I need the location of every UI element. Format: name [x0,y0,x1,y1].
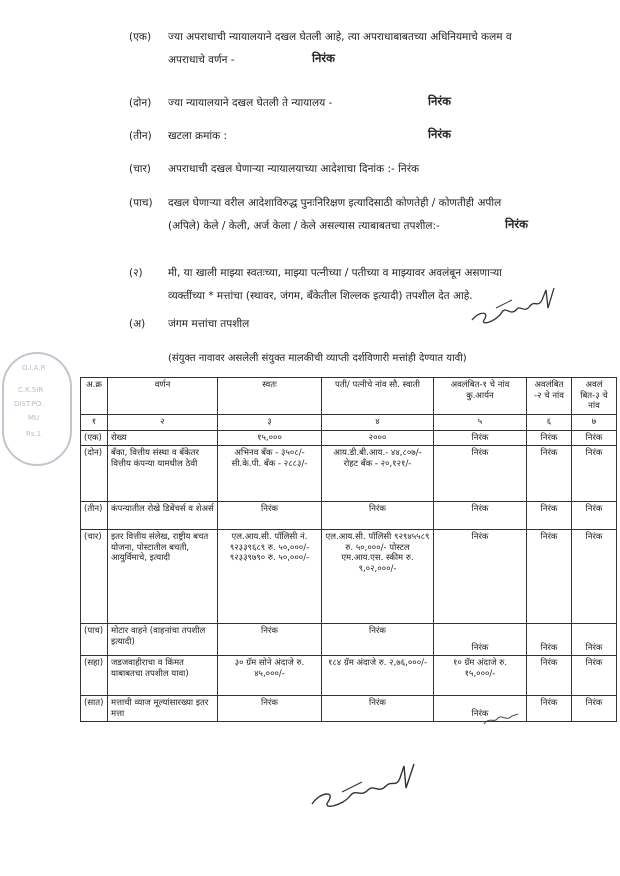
para-2-num: (दोन) [129,97,152,109]
section-2-num: (२) [129,267,143,279]
row-dependent-2: निरंक [527,656,572,696]
row-number: (चार) [81,530,108,624]
row-spouse: आय.डी.बी.आय.- ४४,८०७/- रोहट बँक - २०,१२१/- [322,446,434,502]
row-number: (सात) [81,696,108,722]
row-dependent-3: निरंक [572,502,617,530]
para-5-text-2: (अपिले) केले / केली, अर्ज केला / केले असल्यास त्याबाबतचा तपशील:- [168,220,440,232]
row-dependent-3: निरंक [572,430,617,446]
index-cell: ५ [434,414,527,430]
header-description: वर्णन [108,378,218,415]
row-dependent-1: निरंक [434,430,527,446]
row-description: मोटार वाहने (वाहनांचा तपशील इत्यादी) [108,624,218,656]
rubber-stamp [2,352,72,466]
row-dependent-3: निरंक [572,446,617,502]
section-a-num: (अ) [129,318,146,330]
section-a-title: जंगम मत्तांचा तपशील [168,318,250,330]
para-2-text: ज्या न्यायालयाने दखल घेतली ते न्यायालय - [168,97,333,109]
para-2-value: निरंक [428,94,451,108]
section-2-text: मी, या खाली माझ्या स्वतःच्या, माझ्या पत्नीच्या / पतीच्या व माझ्यावर अवलंबून असणाऱ्या [168,267,502,279]
table-row [81,656,617,696]
row-number: (दोन) [81,446,108,502]
index-cell: ४ [322,414,434,430]
para-5-value: निरंक [505,217,528,231]
para-1-text-2: अपराधाचे वर्णन - [168,54,235,66]
row-dependent-3: निरंक [572,624,617,656]
para-4-text: अपराधाची दखल घेणाऱ्या न्यायालयाच्या आदेशाचा दिनांक :- निरंक [168,163,420,175]
row-dependent-2: निरंक [527,446,572,502]
index-cell: ६ [527,414,572,430]
row-dependent-2: निरंक [527,624,572,656]
para-1-num: (एक) [129,31,152,43]
header-dependent-3: अवलं बित-३ चे नांव [572,378,617,415]
row-number: (सहा) [81,656,108,696]
table-row [81,624,617,656]
row-description: रोख्य [108,430,218,446]
row-spouse: निरंक [322,696,434,722]
signature-upper [468,282,560,330]
row-dependent-2: निरंक [527,502,572,530]
table-row [81,530,617,624]
row-dependent-3: निरंक [572,656,617,696]
row-dependent-2: निरंक [527,530,572,624]
table-row [81,502,617,530]
row-description: बँका, वित्तीय संस्था व बँकेतर वित्तीय कंपन्या यामधील ठेवी [108,446,218,502]
movable-assets-table [80,377,617,722]
row-number: (एक) [81,430,108,446]
row-description: इतर वित्तीय संलेख, राष्ट्रीय बचत योजना, पोस्टातील बचती, आयुर्विमाचे, इत्यादी [108,530,218,624]
signature-lower [306,758,424,814]
index-cell: ३ [218,414,322,430]
stamp-text-3: DIST.PO. [14,400,44,408]
table-row [81,696,617,722]
row-number: (तीन) [81,502,108,530]
row-dependent-2: निरंक [527,696,572,722]
header-self: स्वतः [218,378,322,415]
row-spouse: १८४ ग्रॅम अंदाजे रु. २,७६,०००/- [322,656,434,696]
stamp-text-4: MU [28,414,40,422]
row-self: एल.आय.सी. पॉलिसी नं. ९२३३९६८९ रु. ५०,०००/- ९२३३९७९० रु. ५०,०००/- [218,530,322,624]
row-self: निरंक [218,696,322,722]
row-description: कंपन्यातील रोखे डिबेंचर्स व शेअर्स [108,502,218,530]
para-1-text: ज्या अपराधाची न्यायालयाने दखल घेतली आहे, त्या अपराधाबाबतच्या अधिनियमाचे कलम व [168,31,512,43]
row-spouse: निरंक [322,624,434,656]
note-text: (संयुक्त नावावर असलेली संयुक्त मालकीची व्याप्ती दर्शविणारी मत्तांही देण्यात यावी) [168,353,467,364]
header-dependent-2: अवलंबित -२ चे नांव [527,378,572,415]
row-dependent-1: १० ग्रॅम अंदाजे रु. १५,०००/- [434,656,527,696]
para-3-value: निरंक [428,127,451,141]
para-5-num: (पाच) [129,197,153,209]
row-description: मत्ताची व्याज मूल्यांसारख्या इतर मत्ता [108,696,218,722]
row-dependent-3: निरंक [572,696,617,722]
header-spouse: पती/ पत्नीचे नांव सौ. स्वाती [322,378,434,415]
index-cell: ७ [572,414,617,430]
row-dependent-1: निरंक [434,502,527,530]
index-cell: २ [108,414,218,430]
initials-mark [482,712,522,728]
stamp-text-5: Rs.1 [26,430,42,438]
row-spouse: एल.आय.सी. पॉलिसी ९२९४५५८९ रु. ५०,०००/- पोस्टल एम.आय.एस. स्कीम रु. ९,०२,०००/- [322,530,434,624]
para-3-text: खटला क्रमांक : [168,130,228,142]
row-self: अभिनव बँक - ३५०८/- सी.के.पी. बँक - २८८३/- [218,446,322,502]
header-dependent-1: अवलंबित-१ चे नांव कु.आर्यन [434,378,527,415]
row-spouse: २००० [322,430,434,446]
row-description: जडजवाहीराचा व किंमत याबाबतचा तपशील यावा) [108,656,218,696]
row-self: १५,००० [218,430,322,446]
stamp-text-1: O.I.A.R [22,364,46,372]
index-cell: १ [81,414,108,430]
row-dependent-1: निरंक [434,624,527,656]
row-self: ३० ग्रॅम सोने अंदाजे रु. ४५,०००/- [218,656,322,696]
header-serial: अ.क्र [81,378,108,415]
para-1-value: निरंक [312,51,335,65]
para-4-num: (चार) [129,163,151,175]
row-dependent-1: निरंक [434,446,527,502]
section-2-text-2: व्यक्तींच्या * मत्तांचा (स्थावर, जंगम, बँकेतील शिल्लक इत्यादी) तपशील देत आहे. [168,290,473,302]
stamp-text-2: C.K.SIR [18,386,44,394]
row-dependent-3: निरंक [572,530,617,624]
table-index-row [81,414,617,430]
row-dependent-2: निरंक [527,430,572,446]
row-self: निरंक [218,624,322,656]
table-header-row [81,378,617,415]
table-row [81,430,617,446]
row-dependent-1: निरंक [434,530,527,624]
row-spouse: निरंक [322,502,434,530]
table-row [81,446,617,502]
para-3-num: (तीन) [129,130,152,142]
row-self: निरंक [218,502,322,530]
row-number: (पाच) [81,624,108,656]
row-dependent-1: निरंक [434,696,527,722]
para-5-text: दखल घेणाऱ्या वरील आदेशाविरुद्ध पुनःनिरिक्षण इत्यादिसाठी कोणतेही / कोणतीही अपील [168,197,502,209]
